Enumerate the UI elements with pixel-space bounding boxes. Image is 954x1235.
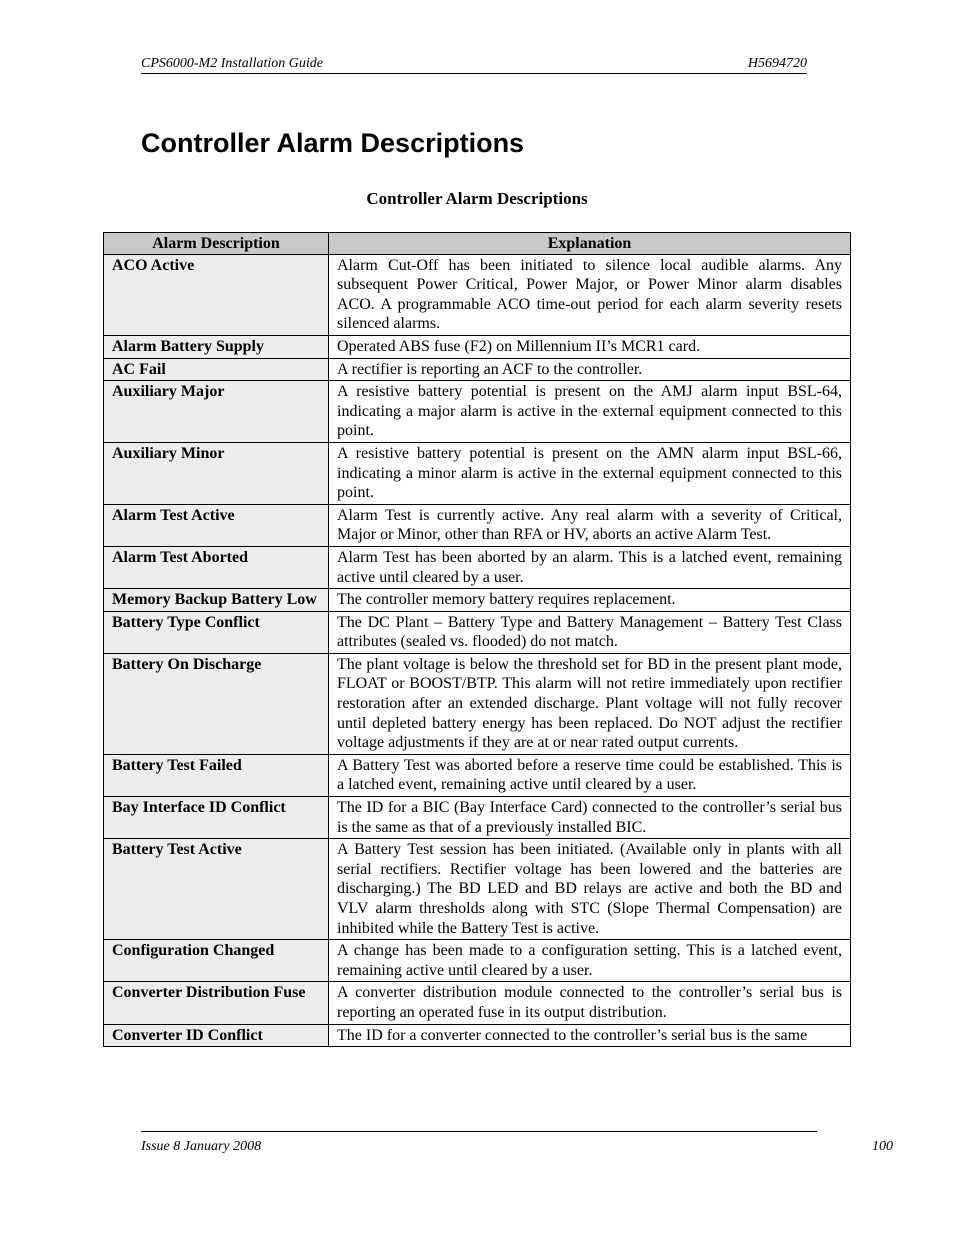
table-row <box>104 611 851 653</box>
alarm-name-cell: Converter Distribution Fuse <box>104 982 329 1024</box>
table-row <box>104 940 851 982</box>
table-row <box>104 335 851 358</box>
column-header-explanation: Explanation <box>329 233 851 255</box>
alarm-explanation-cell: Operated ABS fuse (F2) on Millennium II’s MCR1 card. <box>329 335 851 358</box>
alarm-explanation-cell: A Battery Test session has been initiated. (Available only in plants with all serial rectifiers. Rectifier voltage has been lowered and the batteries are discharging.) The BD LED and BD relays are active and both the BD and VLV alarm thresholds along with STC (Slope Thermal Compensation) are inhibited while the Battery Test is active. <box>329 839 851 940</box>
table-row <box>104 1024 851 1047</box>
alarm-explanation-cell: A resistive battery potential is present on the AMJ alarm input BSL-64, indicating a major alarm is active in the external equipment connected to this point. <box>329 381 851 443</box>
alarm-table-body <box>104 254 851 1047</box>
table-row <box>104 839 851 940</box>
table-row <box>104 546 851 588</box>
footer-page-number: 100 <box>872 1139 893 1154</box>
alarm-explanation-cell: The ID for a converter connected to the controller’s serial bus is the same <box>329 1024 851 1047</box>
header-doc-number: H5694720 <box>747 56 807 71</box>
alarm-explanation-cell: A Battery Test was aborted before a reserve time could be established. This is a latched event, remaining active until cleared by a user. <box>329 754 851 796</box>
alarm-name-cell: Battery Test Active <box>104 839 329 940</box>
alarm-explanation-cell: Alarm Test has been aborted by an alarm. This is a latched event, remaining active until cleared by a user. <box>329 546 851 588</box>
alarm-explanation-cell: Alarm Cut-Off has been initiated to silence local audible alarms. Any subsequent Power Critical, Power Major, or Power Minor alarm disables ACO. A programmable ACO time-out period for each alarm severity resets silenced alarms. <box>329 254 851 335</box>
column-header-alarm-description: Alarm Description <box>104 233 329 255</box>
alarm-explanation-cell: A change has been made to a configuration setting. This is a latched event, remaining active until cleared by a user. <box>329 940 851 982</box>
alarm-name-cell: Auxiliary Major <box>104 381 329 443</box>
table-row <box>104 358 851 381</box>
table-row <box>104 982 851 1024</box>
alarm-name-cell: AC Fail <box>104 358 329 381</box>
alarm-explanation-cell: The controller memory battery requires replacement. <box>329 589 851 612</box>
table-row <box>104 381 851 443</box>
alarm-name-cell: Configuration Changed <box>104 940 329 982</box>
table-caption: Controller Alarm Descriptions <box>366 189 588 208</box>
alarm-explanation-cell: The DC Plant – Battery Type and Battery Management – Battery Test Class attributes (sealed vs. flooded) do not match. <box>329 611 851 653</box>
table-row <box>104 754 851 796</box>
page-header <box>141 56 807 74</box>
alarm-name-cell: Alarm Test Aborted <box>104 546 329 588</box>
footer-issue: Issue 8 January 2008 <box>141 1139 262 1154</box>
header-doc-title: CPS6000-M2 Installation Guide <box>141 56 323 71</box>
alarm-explanation-cell: A rectifier is reporting an ACF to the controller. <box>329 358 851 381</box>
table-row <box>104 254 851 335</box>
table-row <box>104 589 851 612</box>
alarm-name-cell: ACO Active <box>104 254 329 335</box>
alarm-name-cell: Battery Type Conflict <box>104 611 329 653</box>
alarm-explanation-cell: A resistive battery potential is present on the AMN alarm input BSL-66, indicating a minor alarm is active in the external equipment connected to this point. <box>329 442 851 504</box>
footer-divider <box>141 1131 817 1132</box>
alarm-table <box>103 232 851 1047</box>
alarm-name-cell: Battery On Discharge <box>104 653 329 754</box>
page-title: Controller Alarm Descriptions <box>141 128 525 158</box>
alarm-explanation-cell: Alarm Test is currently active. Any real alarm with a severity of Critical, Major or Minor, other than RFA or HV, aborts an active Alarm Test. <box>329 504 851 546</box>
table-row <box>104 797 851 839</box>
table-row <box>104 442 851 504</box>
alarm-name-cell: Battery Test Failed <box>104 754 329 796</box>
alarm-name-cell: Alarm Test Active <box>104 504 329 546</box>
alarm-name-cell: Auxiliary Minor <box>104 442 329 504</box>
alarm-name-cell: Converter ID Conflict <box>104 1024 329 1047</box>
alarm-explanation-cell: A converter distribution module connected to the controller’s serial bus is reporting an operated fuse in its output distribution. <box>329 982 851 1024</box>
alarm-explanation-cell: The ID for a BIC (Bay Interface Card) connected to the controller’s serial bus is the same as that of a previously installed BIC. <box>329 797 851 839</box>
alarm-name-cell: Bay Interface ID Conflict <box>104 797 329 839</box>
table-row <box>104 504 851 546</box>
alarm-explanation-cell: The plant voltage is below the threshold set for BD in the present plant mode, FLOAT or BOOST/BTP. This alarm will not retire immediately upon rectifier restoration after an extended discharge. Plant voltage will not fully recover until depleted battery energy has been replaced. Do NOT adjust the rectifier voltage adjustments if they are at or near rated output currents. <box>329 653 851 754</box>
table-row <box>104 653 851 754</box>
alarm-name-cell: Memory Backup Battery Low <box>104 589 329 612</box>
table-header-row <box>104 233 851 255</box>
alarm-name-cell: Alarm Battery Supply <box>104 335 329 358</box>
